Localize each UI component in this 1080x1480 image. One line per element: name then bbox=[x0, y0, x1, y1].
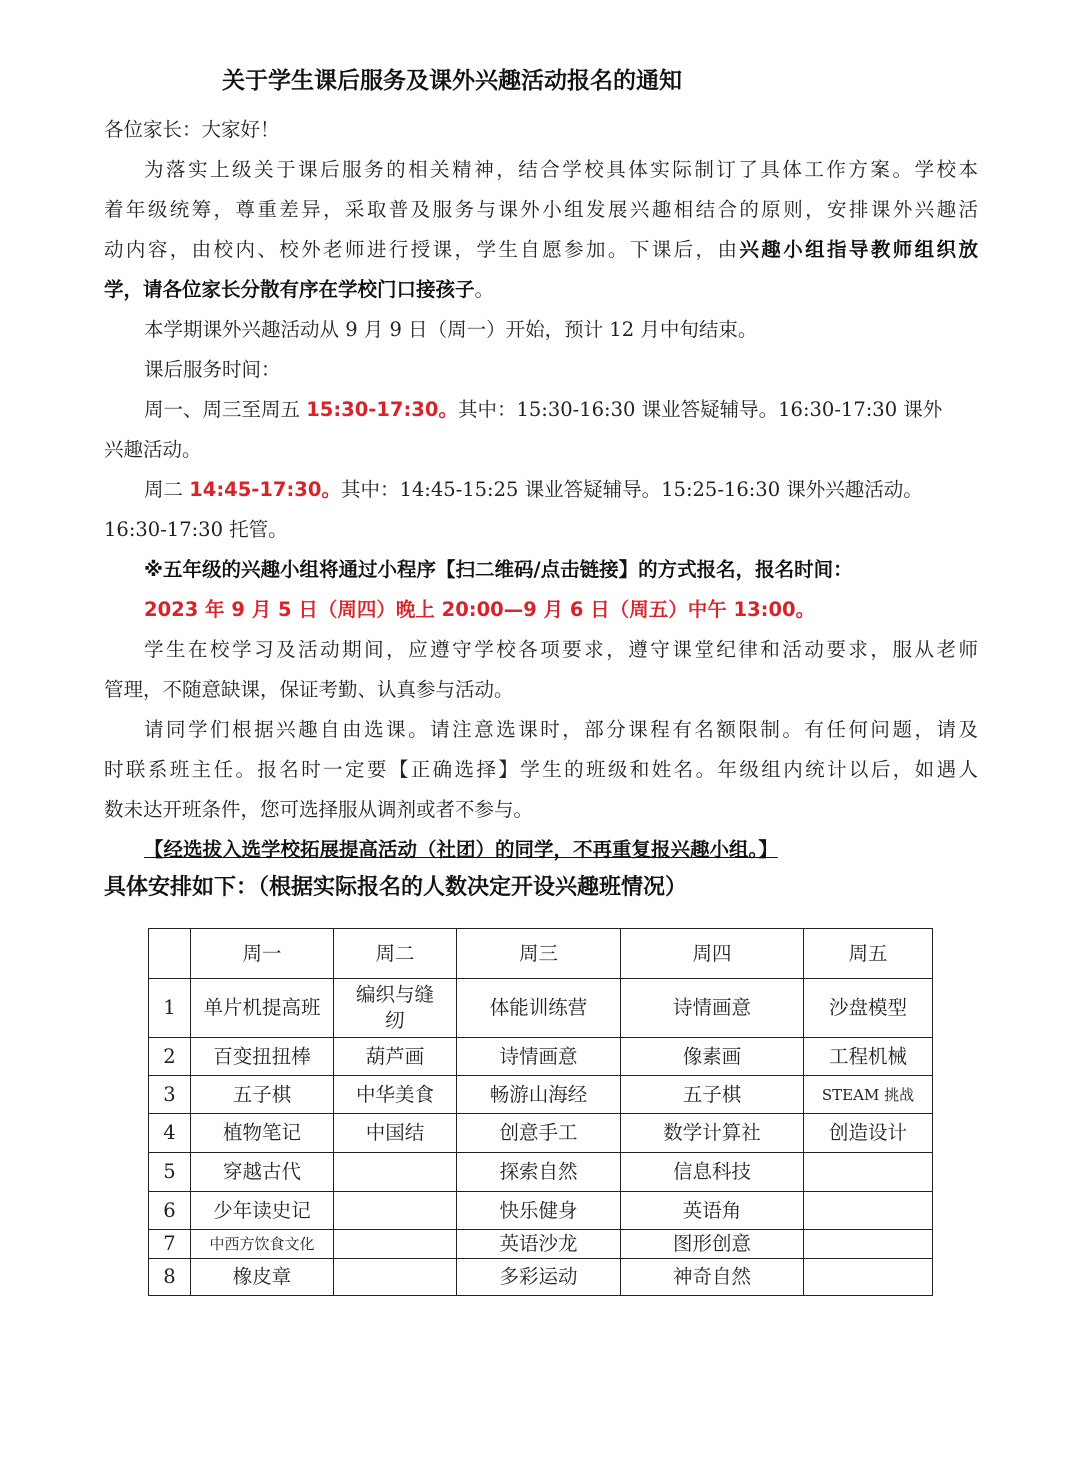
course-cell: 诗情画意 bbox=[621, 979, 804, 1038]
course-cell: 植物笔记 bbox=[191, 1114, 334, 1153]
course-cell: 少年读史记 bbox=[191, 1192, 334, 1230]
text: 其中：14:45-15:25 课业答疑辅导。15:25-16:30 课外兴趣活动。 bbox=[340, 478, 923, 501]
table-row bbox=[149, 1038, 933, 1076]
course-cell: 体能训练营 bbox=[457, 979, 621, 1038]
course-cell: 信息科技 bbox=[621, 1153, 804, 1192]
header-cell: 周三 bbox=[457, 929, 621, 979]
paragraph-line: 为落实上级关于课后服务的相关精神，结合学校具体实际制订了具体工作方案。学校本 bbox=[144, 158, 978, 181]
table-row bbox=[149, 1153, 933, 1192]
header-cell: 周一 bbox=[191, 929, 334, 979]
greeting: 各位家长：大家好！ bbox=[104, 118, 280, 141]
schedule-tue bbox=[104, 470, 978, 510]
course-cell: 创意手工 bbox=[457, 1114, 621, 1153]
course-cell bbox=[804, 1153, 933, 1192]
course-cell bbox=[804, 1230, 933, 1259]
red-time: 14:45-17:30。 bbox=[189, 478, 341, 501]
registration-method: ※五年级的兴趣小组将通过小程序【扫二维码/点击链接】的方式报名，报名时间： bbox=[144, 558, 853, 581]
row-number: 1 bbox=[149, 979, 191, 1038]
red-time: 15:30-17:30。 bbox=[306, 398, 458, 421]
course-cell: 图形创意 bbox=[621, 1230, 804, 1259]
paragraph-line: 请同学们根据兴趣自由选课。请注意选课时，部分课程有名额限制。有任何问题，请及 bbox=[144, 718, 978, 741]
course-cell: 五子棋 bbox=[621, 1076, 804, 1114]
text: 。 bbox=[474, 278, 495, 301]
paragraph-line: 管理，不随意缺课，保证考勤、认真参与活动。 bbox=[104, 678, 514, 701]
paragraph-line: 学生在校学习及活动期间，应遵守学校各项要求，遵守课堂纪律和活动要求，服从老师 bbox=[144, 638, 978, 661]
paragraph-line: 着年级统筹，尊重差异，采取普及服务与课外小组发展兴趣相结合的原则，安排课外兴趣活 bbox=[104, 198, 978, 221]
term-dates: 本学期课外兴趣活动从 9 月 9 日（周一）开始，预计 12 月中旬结束。 bbox=[144, 318, 758, 341]
course-cell: 单片机提高班 bbox=[191, 979, 334, 1038]
course-cell: 诗情画意 bbox=[457, 1038, 621, 1076]
course-cell: 百变扭扭棒 bbox=[191, 1038, 334, 1076]
table-header-row bbox=[149, 929, 933, 979]
course-cell bbox=[334, 1230, 457, 1259]
course-cell: 穿越古代 bbox=[191, 1153, 334, 1192]
row-number: 2 bbox=[149, 1038, 191, 1076]
course-cell: 创造设计 bbox=[804, 1114, 933, 1153]
paragraph-line: 数未达开班条件，您可选择服从调剂或者不参与。 bbox=[104, 798, 534, 821]
club-note: 【经选拔入选学校拓展提高活动（社团）的同学，不再重复报兴趣小组。】 bbox=[144, 838, 778, 861]
header-cell: 周四 bbox=[621, 929, 804, 979]
row-number: 3 bbox=[149, 1076, 191, 1114]
paragraph-line: 兴趣活动。 bbox=[104, 438, 202, 461]
table-row bbox=[149, 1076, 933, 1114]
course-cell: 沙盘模型 bbox=[804, 979, 933, 1038]
row-number: 5 bbox=[149, 1153, 191, 1192]
course-cell: 像素画 bbox=[621, 1038, 804, 1076]
text: 周二 bbox=[144, 478, 190, 501]
course-cell: 数学计算社 bbox=[621, 1114, 804, 1153]
text: 动内容，由校内、校外老师进行授课，学生自愿参加。下课后，由 bbox=[104, 238, 740, 261]
course-cell: 橡皮章 bbox=[191, 1259, 334, 1296]
bold-text: 学，请各位家长分散有序在学校门口接孩子 bbox=[104, 278, 475, 301]
table-row bbox=[149, 979, 933, 1038]
course-cell: 编织与缝纫 bbox=[334, 979, 457, 1038]
text: 周一、周三至周五 bbox=[144, 398, 307, 421]
row-number: 6 bbox=[149, 1192, 191, 1230]
bold-text: 兴趣小组指导教师组织放 bbox=[739, 238, 978, 261]
paragraph-line bbox=[104, 270, 978, 310]
course-cell: 多彩运动 bbox=[457, 1259, 621, 1296]
row-number: 7 bbox=[149, 1230, 191, 1259]
row-number: 8 bbox=[149, 1259, 191, 1296]
course-cell: 探索自然 bbox=[457, 1153, 621, 1192]
header-cell bbox=[149, 929, 191, 979]
header-cell: 周五 bbox=[804, 929, 933, 979]
course-cell: 工程机械 bbox=[804, 1038, 933, 1076]
course-cell: 葫芦画 bbox=[334, 1038, 457, 1076]
course-cell bbox=[804, 1192, 933, 1230]
course-cell bbox=[804, 1259, 933, 1296]
course-cell: 英语角 bbox=[621, 1192, 804, 1230]
club-note-line bbox=[104, 830, 978, 870]
registration-time: 2023 年 9 月 5 日（周四）晚上 20:00—9 月 6 日（周五）中午 13:00。 bbox=[144, 598, 816, 621]
service-time-label: 课后服务时间： bbox=[144, 358, 281, 381]
course-cell: STEAM 挑战 bbox=[804, 1076, 933, 1114]
arrangement-heading: 具体安排如下：（根据实际报名的人数决定开设兴趣班情况） bbox=[104, 875, 688, 900]
table-row bbox=[149, 1192, 933, 1230]
course-cell: 畅游山海经 bbox=[457, 1076, 621, 1114]
course-cell bbox=[334, 1259, 457, 1296]
course-cell: 快乐健身 bbox=[457, 1192, 621, 1230]
paragraph-line bbox=[104, 230, 978, 270]
course-cell: 中西方饮食文化 bbox=[191, 1230, 334, 1259]
paragraph-line: 时联系班主任。报名时一定要【正确选择】学生的班级和姓名。年级组内统计以后，如遇人 bbox=[104, 758, 978, 781]
table-row bbox=[149, 1230, 933, 1259]
table-row bbox=[149, 1259, 933, 1296]
header-cell: 周二 bbox=[334, 929, 457, 979]
schedule-mon-wed-fri bbox=[104, 390, 978, 430]
row-number: 4 bbox=[149, 1114, 191, 1153]
schedule-table bbox=[148, 928, 933, 1296]
course-cell: 五子棋 bbox=[191, 1076, 334, 1114]
course-cell bbox=[334, 1153, 457, 1192]
course-cell: 神奇自然 bbox=[621, 1259, 804, 1296]
text: 其中：15:30-16:30 课业答疑辅导。16:30-17:30 课外 bbox=[457, 398, 943, 421]
course-cell: 英语沙龙 bbox=[457, 1230, 621, 1259]
course-cell bbox=[334, 1192, 457, 1230]
notice-title: 关于学生课后服务及课外兴趣活动报名的通知 bbox=[222, 68, 682, 94]
course-cell: 中国结 bbox=[334, 1114, 457, 1153]
paragraph-line: 16:30-17:30 托管。 bbox=[104, 518, 288, 541]
table-row bbox=[149, 1114, 933, 1153]
course-cell: 中华美食 bbox=[334, 1076, 457, 1114]
